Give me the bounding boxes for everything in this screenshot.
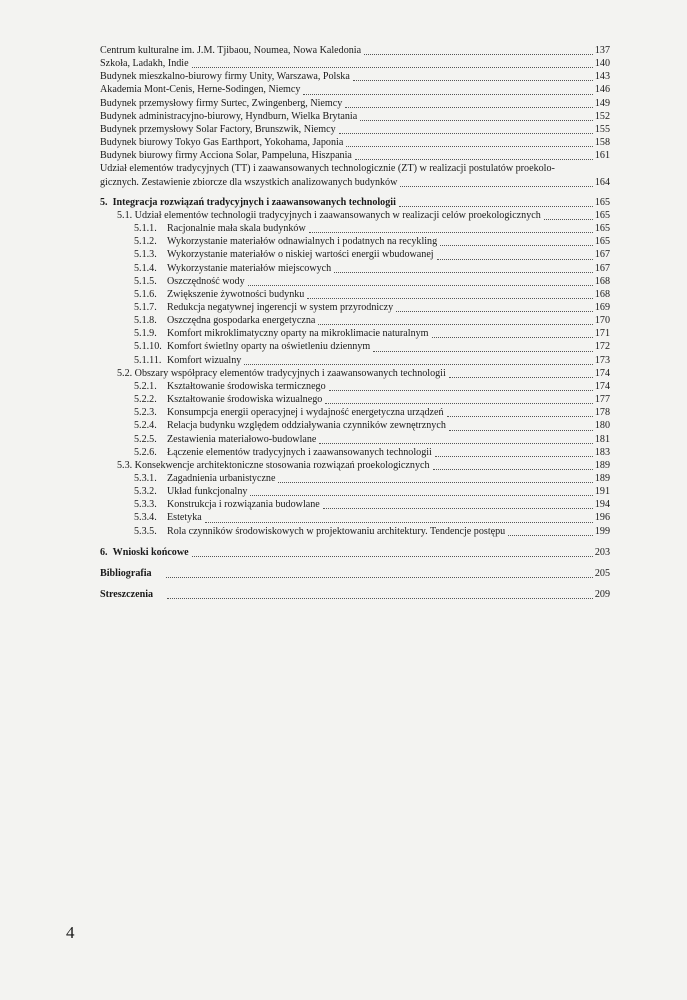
subsection-title: Wykorzystanie materiałów miejscowych — [167, 262, 332, 274]
toc-entry-page: 174 — [594, 380, 610, 392]
subsection-number: 5.3.2. — [134, 486, 157, 498]
toc-entry-title: Budynek mieszkalno-biurowy firmy Unity, Warszawa, Polska — [100, 71, 350, 83]
section-title: Udział elementów technologii tradycyjnych i zaawansowanych w realizacji celów proekologicznych — [134, 209, 541, 221]
subsection-number: 5.1.11. — [134, 354, 162, 366]
toc-entry-page: 137 — [594, 45, 610, 56]
leader-dots — [192, 67, 593, 68]
subsection-title: Redukcja negatywnej ingerencji w system przyrodniczy — [167, 301, 394, 313]
subsection-number: 5.2.3. — [134, 407, 157, 419]
toc-entry — [100, 57, 610, 70]
subsection-number: 5.2.2. — [134, 394, 157, 406]
leader-dots — [339, 133, 593, 134]
leader-dots — [334, 272, 593, 273]
subsection-number: 5.2.4. — [134, 420, 157, 432]
toc-subsection — [100, 393, 610, 406]
subsection-number: 5.3.4. — [134, 512, 157, 524]
section-number: 5.2. — [117, 367, 133, 379]
toc-subsection — [100, 288, 610, 301]
subsection-title: Konstrukcja i rozwiązania budowlane — [167, 499, 320, 511]
chapter-number: 5. — [100, 196, 108, 208]
subsection-title: Komfort mikroklimatyczny oparty na mikroklimacie naturalnym — [167, 328, 429, 340]
toc-entry-page: 174 — [594, 367, 610, 379]
toc-entry-page: 172 — [594, 341, 610, 353]
toc-entry-page: 180 — [594, 420, 610, 432]
toc-subsection — [100, 406, 610, 419]
leader-dots — [329, 390, 593, 391]
leader-dots — [447, 416, 593, 417]
toc-entry-title: Akademia Mont-Cenis, Herne-Sodingen, Niemcy — [100, 84, 301, 96]
toc-entry-title: Budynek biurowy firmy Acciona Solar, Pampeluna, Hiszpania — [100, 150, 352, 162]
toc-entry-page: 165 — [594, 196, 610, 208]
toc-entry-page: 199 — [594, 525, 610, 537]
toc-entry-title: Centrum kulturalne im. J.M. Tjibaou, Noumea, Nowa Kaledonia — [100, 45, 362, 56]
toc-entry-page: 205 — [594, 567, 610, 579]
toc-subsection — [100, 511, 610, 524]
subsection-number: 5.2.6. — [134, 446, 157, 458]
subsection-number: 5.1.4. — [134, 262, 157, 274]
toc-subsection — [100, 314, 610, 327]
leader-dots — [432, 337, 593, 338]
toc-entry-page: 169 — [594, 301, 610, 313]
toc-subsection — [100, 525, 610, 538]
subsection-title: Układ funkcjonalny — [167, 486, 248, 498]
toc-entry-page: 171 — [594, 328, 610, 340]
leader-dots — [346, 146, 593, 147]
subsection-number: 5.3.1. — [134, 473, 157, 484]
toc-subsection — [100, 419, 610, 432]
toc-entry-title: Budynek biurowy Tokyo Gas Earthport, Yokohama, Japonia — [100, 137, 344, 149]
toc-entry — [100, 136, 610, 149]
toc-entry-page: 168 — [594, 275, 610, 287]
leader-dots — [508, 535, 593, 536]
section-title: Obszary współpracy elementów tradycyjnych i zaawansowanych technologii — [134, 367, 446, 379]
subsection-title: Zagadnienia urbanistyczne — [167, 473, 276, 484]
leader-dots — [400, 186, 592, 187]
toc-entry-title: gicznych. Zestawienie zbiorcze dla wszystkich analizowanych budynków — [100, 176, 398, 188]
toc-entry-title: Udział elementów tradycyjnych (TT) i zaawansowanych technologicznie (ZT) w realizacji postulatów proekolo- — [100, 163, 555, 175]
subsection-number: 5.1.9. — [134, 328, 157, 340]
toc-subsection — [100, 380, 610, 393]
toc-chapter-6 — [100, 546, 610, 559]
leader-dots — [192, 556, 593, 557]
subsection-title: Oszczędna gospodarka energetyczna — [167, 315, 316, 327]
subsection-title: Zwiększenie żywotności budynku — [167, 288, 305, 300]
toc-abstracts — [100, 588, 610, 601]
leader-dots — [166, 577, 593, 578]
leader-dots — [167, 598, 593, 599]
toc-entry — [100, 149, 610, 162]
toc-entry-page: 167 — [594, 262, 610, 274]
leader-dots — [345, 107, 593, 108]
toc-entry-page: 189 — [594, 459, 610, 471]
section-title: Konsekwencje architektoniczne stosowania rozwiązań proekologicznych — [134, 459, 430, 471]
subsection-number: 5.3.5. — [134, 525, 157, 537]
leader-dots — [325, 403, 593, 404]
subsection-title: Kształtowanie środowiska wizualnego — [167, 394, 323, 406]
leader-dots — [244, 364, 593, 365]
leader-dots — [433, 469, 593, 470]
toc-entry-page: 165 — [594, 223, 610, 235]
toc-entry — [100, 123, 610, 136]
leader-dots — [449, 377, 593, 378]
leader-dots — [318, 324, 593, 325]
toc-entry-page: 158 — [594, 137, 610, 149]
toc-subsection — [100, 472, 610, 485]
toc-entry-page: 181 — [594, 433, 610, 445]
toc-entry — [100, 83, 610, 96]
toc-section — [100, 367, 610, 380]
leader-dots — [396, 311, 593, 312]
subsection-number: 5.1.6. — [134, 288, 157, 300]
toc-entry-page: 173 — [594, 354, 610, 366]
subsection-number: 5.1.2. — [134, 236, 157, 248]
toc-subsection — [100, 354, 610, 367]
toc-entry — [100, 110, 610, 123]
chapter-title: Streszczenia — [100, 589, 154, 601]
subsection-number: 5.1.8. — [134, 315, 157, 327]
leader-dots — [205, 522, 593, 523]
chapter-title: Integracja rozwiązań tradycyjnych i zaawansowanych technologii — [112, 196, 396, 208]
section-number: 5.3. — [117, 459, 133, 471]
toc-entry-title: Budynek przemysłowy firmy Surtec, Zwingenberg, Niemcy — [100, 97, 343, 109]
leader-dots — [353, 80, 593, 81]
leader-dots — [323, 508, 593, 509]
subsection-number: 5.1.1. — [134, 223, 157, 235]
toc-entry-page: 143 — [594, 71, 610, 83]
subsection-title: Wykorzystanie materiałów odnawialnych i podatnych na recykling — [167, 236, 438, 248]
leader-dots — [364, 54, 593, 55]
subsection-title: Łączenie elementów tradycyjnych i zaawansowanych technologii — [167, 446, 432, 458]
toc-section — [100, 209, 610, 222]
toc-subsection — [100, 485, 610, 498]
toc-entry-page: 165 — [594, 209, 610, 221]
toc-entry-page: 161 — [594, 150, 610, 162]
toc-entry-page: 152 — [594, 110, 610, 122]
toc-entry-page: 203 — [594, 546, 610, 558]
toc-subsection — [100, 275, 610, 288]
leader-dots — [449, 430, 593, 431]
toc-entry — [100, 97, 610, 110]
subsection-number: 5.2.1. — [134, 380, 157, 392]
leader-dots — [278, 482, 592, 483]
toc-entry-page: 177 — [594, 394, 610, 406]
subsection-title: Rola czynników środowiskowych w projektowaniu architektury. Tendencje postępu — [167, 525, 506, 537]
toc-entry-page: 183 — [594, 446, 610, 458]
leader-dots — [437, 259, 593, 260]
toc-bibliography — [100, 567, 610, 580]
subsection-number: 5.1.5. — [134, 275, 157, 287]
toc-entry-page: 165 — [594, 236, 610, 248]
toc-entry-page: 155 — [594, 123, 610, 135]
subsection-title: Konsumpcja energii operacyjnej i wydajność energetyczna urządzeń — [167, 407, 444, 419]
toc-subsection — [100, 301, 610, 314]
leader-dots — [399, 206, 593, 207]
leader-dots — [250, 495, 592, 496]
leader-dots — [303, 94, 592, 95]
toc-entry-title: Szkoła, Ladakh, Indie — [100, 58, 189, 70]
toc-subsection — [100, 433, 610, 446]
toc-entry-page: 196 — [594, 512, 610, 524]
toc-entry — [100, 44, 610, 57]
toc-entry-page: 140 — [594, 58, 610, 70]
leader-dots — [319, 443, 592, 444]
subsection-number: 5.1.3. — [134, 249, 157, 261]
toc-entry-page: 194 — [594, 499, 610, 511]
toc-subsection — [100, 262, 610, 275]
toc-entry-page: 209 — [594, 589, 610, 601]
leader-dots — [435, 456, 593, 457]
toc-subsection — [100, 235, 610, 248]
toc-entry-page: 164 — [594, 176, 610, 188]
toc-subsection — [100, 340, 610, 353]
leader-dots — [309, 232, 593, 233]
subsection-number: 5.3.3. — [134, 499, 157, 511]
section-number: 5.1. — [117, 209, 133, 221]
toc-subsection — [100, 498, 610, 511]
toc-entry-title: Budynek administracyjno-biurowy, Hyndburn, Wielka Brytania — [100, 110, 358, 122]
table-of-contents — [100, 44, 610, 601]
subsection-title: Komfort świetlny oparty na oświetleniu dziennym — [167, 341, 371, 353]
subsection-title: Kształtowanie środowiska termicznego — [167, 380, 326, 392]
subsection-title: Zestawienia materiałowo-budowlane — [167, 433, 317, 445]
toc-subsection — [100, 327, 610, 340]
subsection-title: Relacja budynku względem oddziaływania czynników zewnętrznych — [167, 420, 446, 432]
toc-entry-title: Budynek przemysłowy Solar Factory, Brunszwik, Niemcy — [100, 123, 336, 135]
toc-entry-page: 149 — [594, 97, 610, 109]
leader-dots — [544, 219, 593, 220]
toc-entry-page: 168 — [594, 288, 610, 300]
toc-entry-page: 170 — [594, 315, 610, 327]
subsection-number: 5.1.10. — [134, 341, 162, 353]
chapter-title: Bibliografia — [100, 567, 152, 579]
subsection-number: 5.1.7. — [134, 301, 157, 313]
toc-entry-page: 178 — [594, 407, 610, 419]
toc-section — [100, 459, 610, 472]
toc-entry — [100, 70, 610, 83]
subsection-title: Oszczędność wody — [167, 275, 245, 287]
toc-entry-summary-line1 — [100, 162, 610, 175]
toc-chapter-5 — [100, 196, 610, 209]
page-number: 4 — [66, 923, 75, 942]
leader-dots — [373, 351, 593, 352]
subsection-title: Racjonalnie mała skala budynków — [167, 223, 306, 235]
toc-entry-page: 146 — [594, 84, 610, 96]
toc-entry-page: 189 — [594, 473, 610, 484]
subsection-title: Estetyka — [167, 512, 202, 524]
chapter-number: 6. — [100, 546, 108, 558]
leader-dots — [355, 159, 593, 160]
toc-entry-page: 191 — [594, 486, 610, 498]
leader-dots — [307, 298, 593, 299]
toc-subsection — [100, 446, 610, 459]
toc-entry-page: 167 — [594, 249, 610, 261]
leader-dots — [440, 245, 593, 246]
toc-entry-summary-line2 — [100, 176, 610, 189]
toc-subsection — [100, 222, 610, 235]
subsection-title: Wykorzystanie materiałów o niskiej wartości energii wbudowanej — [167, 249, 434, 261]
subsection-title: Komfort wizualny — [167, 354, 242, 366]
chapter-title: Wnioski końcowe — [112, 546, 189, 558]
toc-subsection — [100, 248, 610, 261]
leader-dots — [360, 120, 593, 121]
subsection-number: 5.2.5. — [134, 433, 157, 445]
leader-dots — [248, 285, 593, 286]
